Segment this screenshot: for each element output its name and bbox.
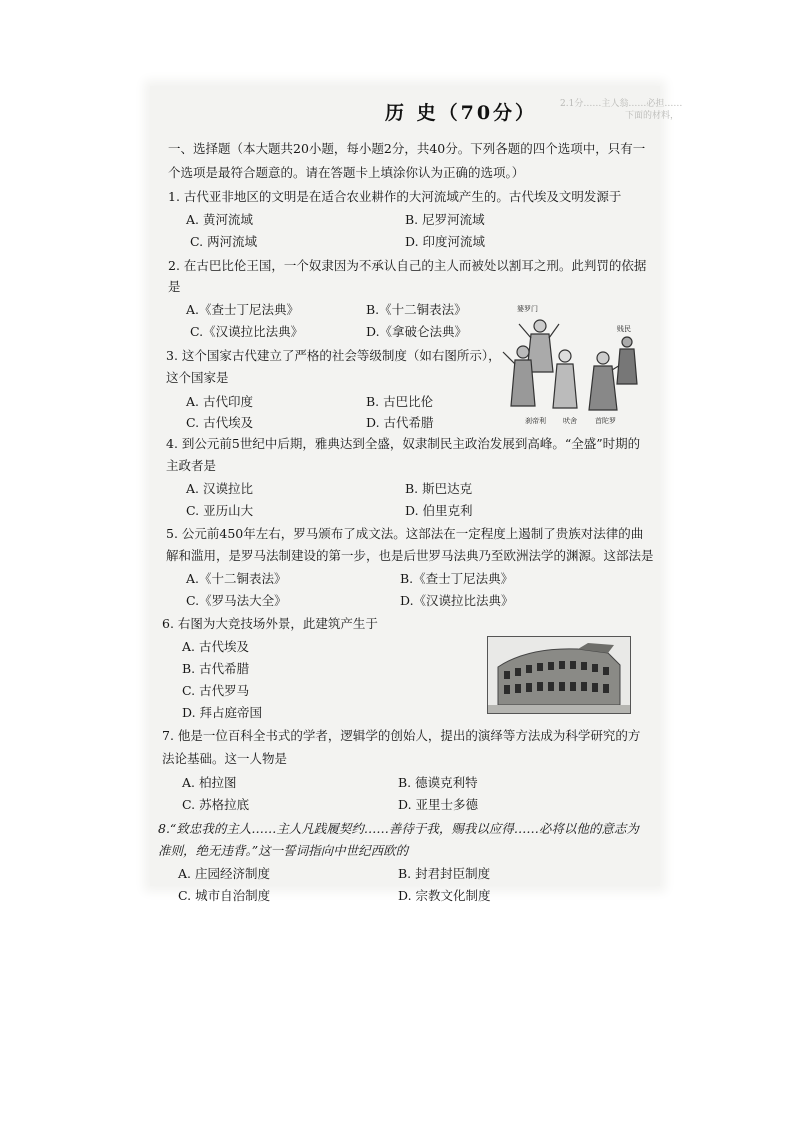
q4-option-d: D. 伯里克利 — [405, 503, 473, 518]
bleed-through-text: 下面的材料， — [625, 111, 680, 121]
label-shudra: 首陀罗 — [595, 417, 616, 425]
question-3-text: 这个国家是 — [166, 370, 229, 385]
caste-system-figure — [495, 302, 645, 430]
q8-option-a: A. 庄园经济制度 — [178, 866, 270, 881]
question-2-text: 2. 在古巴比伦王国，一个奴隶因为不承认自己的主人而被处以割耳之刑。此判罚的依据 — [168, 258, 647, 273]
q6-option-b: B. 古代希腊 — [182, 661, 250, 676]
q1-option-d: D. 印度河流域 — [405, 234, 486, 249]
q7-option-c: C. 苏格拉底 — [182, 797, 250, 812]
q2-option-c: C.《汉谟拉比法典》 — [190, 324, 304, 339]
question-7-text: 7. 他是一位百科全书式的学者，逻辑学的创始人，提出的演绎等方法成为科学研究的方 — [162, 728, 641, 743]
q7-option-d: D. 亚里士多德 — [398, 797, 479, 812]
q2-option-d: D.《拿破仑法典》 — [366, 324, 468, 339]
q4-option-c: C. 亚历山大 — [186, 503, 254, 518]
q1-option-c: C. 两河流域 — [190, 234, 258, 249]
q3-option-a: A. 古代印度 — [186, 394, 253, 409]
q3-option-b: B. 古巴比伦 — [366, 394, 434, 409]
question-1-text: 1. 古代亚非地区的文明是在适合农业耕作的大河流域产生的。古代埃及文明发源于 — [168, 189, 622, 204]
question-4-text: 4. 到公元前5世纪中后期，雅典达到全盛，奴隶制民主政治发展到高峰。“全盛”时期的 — [166, 436, 641, 451]
q2-option-b: B.《十二铜表法》 — [366, 302, 467, 317]
q5-option-d: D.《汉谟拉比法典》 — [400, 593, 514, 608]
q8-option-b: B. 封君封臣制度 — [398, 866, 491, 881]
question-5-text: 5. 公元前450年左右，罗马颁布了成文法。这部法在一定程度上遏制了贵族对法律的曲 — [166, 526, 644, 541]
question-7-text: 法论基础。这一人物是 — [162, 751, 288, 766]
q1-option-a: A. 黄河流域 — [186, 212, 253, 227]
q2-option-a: A.《查士丁尼法典》 — [186, 302, 300, 317]
question-5-text: 解和滥用，是罗马法制建设的第一步，也是后世罗马法典乃至欧洲法学的渊源。这部法是 — [166, 548, 654, 563]
q3-option-d: D. 古代希腊 — [366, 415, 434, 430]
label-kshatriya: 刹帝利 — [525, 417, 546, 425]
bleed-through-text: 2.1分……主人翁……必担…… — [560, 99, 683, 109]
q4-option-b: B. 斯巴达克 — [405, 481, 473, 496]
caste-illustration — [495, 302, 645, 430]
label-untouchable: 贱民 — [617, 325, 631, 333]
page-title: 历 史（70分） — [385, 102, 538, 124]
question-6-text: 6. 右图为大竞技场外景，此建筑产生于 — [162, 616, 378, 631]
q6-option-a: A. 古代埃及 — [182, 639, 249, 654]
q8-option-d: D. 宗教文化制度 — [398, 888, 491, 903]
question-8-text: 准则，绝无违背。”这一誓词指向中世纪西欧的 — [158, 843, 409, 858]
q1-option-b: B. 尼罗河流域 — [405, 212, 485, 227]
question-3-text: 3. 这个国家古代建立了严格的社会等级制度（如右图所示）， — [166, 348, 501, 363]
q5-option-b: B.《查士丁尼法典》 — [400, 571, 514, 586]
question-2-text: 是 — [168, 279, 181, 294]
q5-option-a: A.《十二铜表法》 — [186, 571, 287, 586]
question-8-text: 8.“致忠我的主人……主人凡践履契约……善待于我，赐我以应得……必将以他的意志为 — [158, 821, 639, 836]
question-4-text: 主政者是 — [166, 458, 217, 473]
q3-option-c: C. 古代埃及 — [186, 415, 254, 430]
q6-option-d: D. 拜占庭帝国 — [182, 705, 263, 720]
q8-option-c: C. 城市自治制度 — [178, 888, 271, 903]
colosseum-photo — [487, 636, 631, 714]
q6-option-c: C. 古代罗马 — [182, 683, 250, 698]
q4-option-a: A. 汉谟拉比 — [186, 481, 253, 496]
q7-option-a: A. 柏拉图 — [182, 775, 237, 790]
label-vaishya: 吠舍 — [563, 417, 577, 425]
label-brahmin: 婆罗门 — [517, 305, 538, 313]
colosseum-illustration — [488, 637, 630, 713]
section-heading: 个选项是最符合题意的。请在答题卡上填涂你认为正确的选项。） — [168, 165, 525, 180]
section-heading: 一、选择题（本大题共20小题，每小题2分，共40分。下列各题的四个选项中，只有一 — [168, 141, 646, 156]
q7-option-b: B. 德谟克利特 — [398, 775, 478, 790]
q5-option-c: C.《罗马法大全》 — [186, 593, 287, 608]
